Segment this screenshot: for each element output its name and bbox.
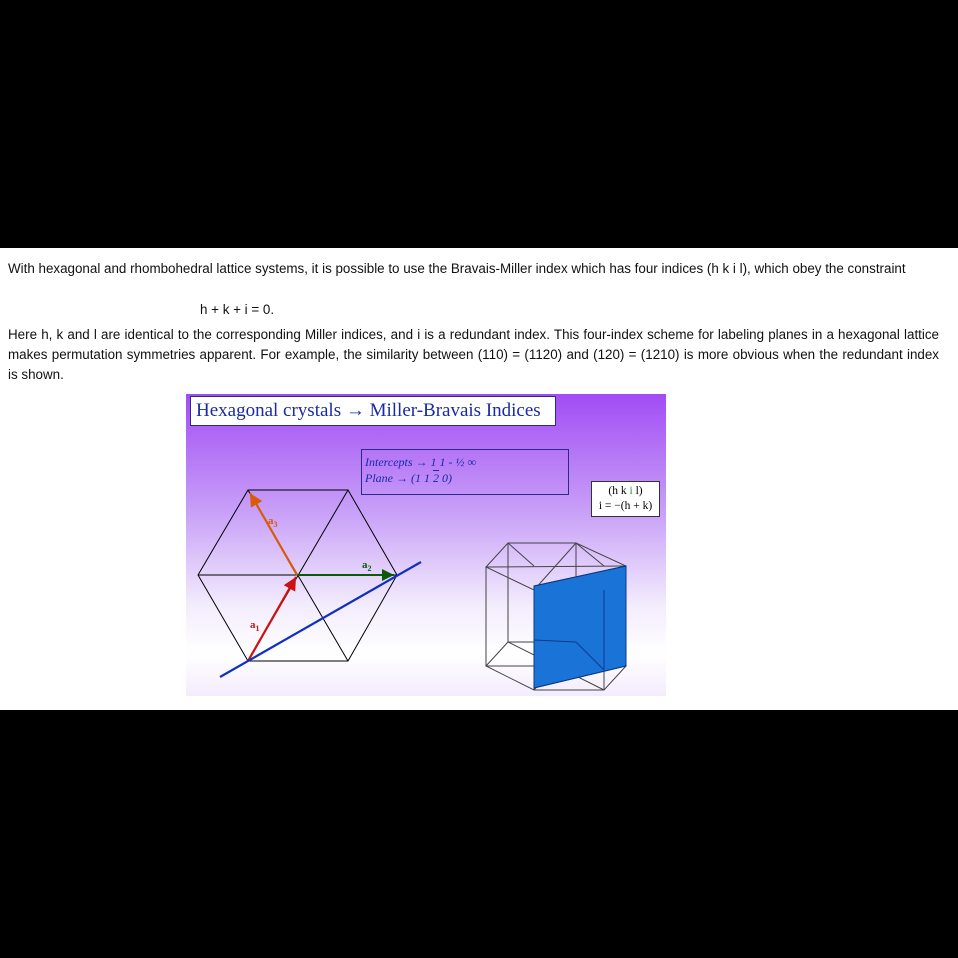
bar-index: 2 — [433, 471, 439, 485]
hexagonal-figure — [186, 394, 666, 696]
figure-drawing — [186, 394, 666, 696]
intro-paragraph: With hexagonal and rhombohedral lattice systems, it is possible to use the Bravais-Miller index which has four indices (h k i l), which obey the constraint — [8, 261, 906, 276]
i-formula: i = −(h + k) — [598, 500, 653, 512]
a3-vector — [250, 493, 297, 575]
constraint-equation: h + k + i = 0. — [200, 302, 275, 317]
intercepts-box — [361, 449, 569, 495]
explanation-paragraph: Here h, k and l are identical to the corresponding Miller indices, and i is a redundant index. This four-index scheme for labeling planes in a hexagonal lattice makes permutation symmetries apparent. For example, the similarity between (110) = (1120) and (120) = (1210) is more obvious when the redundant index is shown. — [8, 327, 939, 382]
intercepts-line: Intercepts → 1 1 - ½ ∞ — [365, 455, 477, 469]
figure-title: Hexagonal crystals → Miller-Bravais Indices — [190, 396, 556, 426]
plane-line: Plane → (1 1 2 0) — [365, 471, 452, 485]
a2-label: $a_2$ — [362, 559, 372, 573]
prism-edge — [508, 543, 534, 566]
hkil-box — [591, 481, 660, 517]
prism-edge — [486, 566, 626, 567]
a3-label: $a_3$ — [268, 515, 278, 529]
hkil-notation: (h k i l) — [608, 485, 643, 497]
content-area — [0, 248, 958, 710]
prism-edge — [576, 543, 604, 566]
a1-label: $a_1$ — [250, 619, 260, 633]
